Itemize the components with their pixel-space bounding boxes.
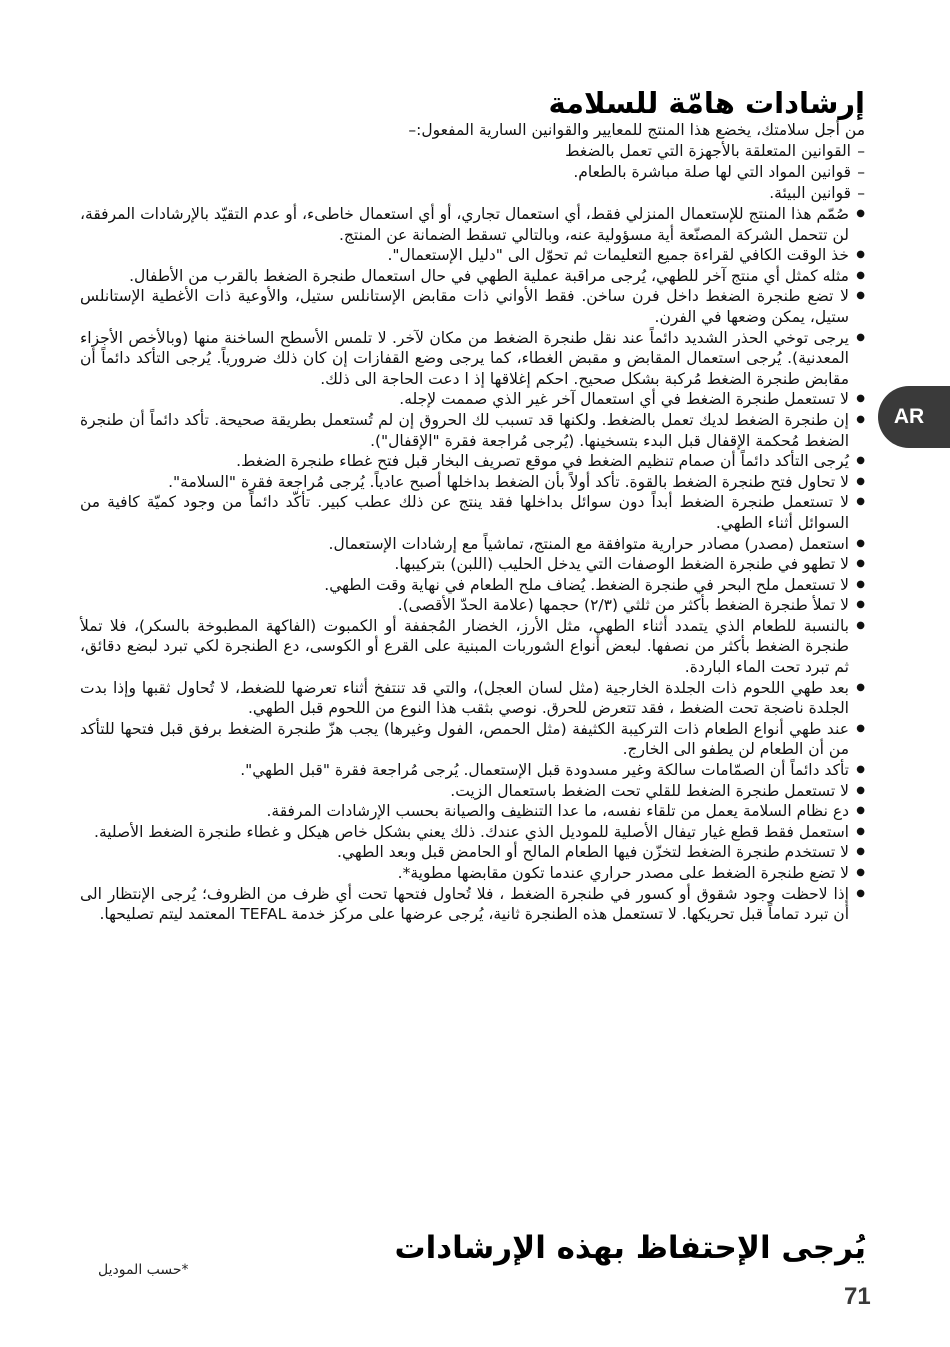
list-item: ● إذا لاحظت وجود شقوق أو كسور في طنجرة الضغط ، فلا تُحاول فتحها تحت أي ظرف من الظروف؛ يُرجى الإنتظار الى أن تبرد تماماً قبل تحريكها. لا تستعمل هذه الطنجرة ثانية، يُرجى عرضها على مركز خدمة TEFAL المعتمد ليتم تصليحها. xyxy=(80,884,849,925)
list-item: ● لا تطهو في طنجرة الضغط الوصفات التي يدخل الحليب (اللبن) بتركيبها. xyxy=(80,554,849,575)
list-item: ● لا تستعمل طنجرة الضغط أبداً دون سوائل بداخلها فقد ينتج عن ذلك عطب كبير. تأكّد دائماً من وجود كميّة كافية من السوائل أثناء الطهي. xyxy=(80,492,849,533)
list-item: ● استعمل فقط قطع غيار تيفال الأصلية للموديل الذي عندك. ذلك يعني بشكل خاص هيكل و غطاء طنجرة الضغط الأصلية. xyxy=(80,822,849,843)
list-item: ● تأكد دائماً أن الصمّامات سالكة وغير مسدودة قبل الإستعمال. يُرجى مُراجعة فقرة "قبل الطهي". xyxy=(80,760,849,781)
list-item: ● عند طهي أنواع الطعام ذات التركيبة الكثيفة (مثل الحمص، الفول وغيرها) يجب هزّ طنجرة الضغط برفق قبل فتحها للتأكد من أن الطعام لن يطفو الى الخارج. xyxy=(80,719,849,760)
list-item: ● لا تملأ طنجرة الضغط بأكثر من ثلثي (٢/٣) حجمها (علامة الحدّ الأقصى). xyxy=(80,595,849,616)
intro-text: من أجل سلامتك، يخضع هذا المنتج للمعايير والقوانين السارية المفعول:– xyxy=(408,121,865,139)
list-item: ● استعمل (مصدر) مصادر حرارية متوافقة مع المنتج، تماشياً مع إرشادات الإستعمال. xyxy=(80,534,849,555)
list-item: ● خذ الوقت الكافي لقراءة جميع التعليمات ثم تحوّل الى "دليل الإستعمال". xyxy=(80,245,849,266)
list-item: ● لا تحاول فتح طنجرة الضغط بالقوة. تأكد أولاً بأن الضغط بداخلها أصبح عادياً. يُرجى مُراجعة فقرة "السلامة". xyxy=(80,472,849,493)
list-item: ● لا تضع طنجرة الضغط داخل فرن ساخن. فقط الأواني ذات مقابض الإستانلس ستيل، والأوعية ذات الأغطية الإستانلس ستيل، يمكن وضعها في الفرن. xyxy=(80,286,849,327)
list-item: ● لا تستعمل ملح البحر في طنجرة الضغط. يُضاف ملح الطعام في نهاية وقت الطهي. xyxy=(80,575,849,596)
list-item: ● لا تضع طنجرة الضغط على مصدر حراري عندما تكون مقابضها مطوية*. xyxy=(80,863,849,884)
list-item: ● يرجى توخي الحذر الشديد دائماً عند نقل طنجرة الضغط من مكان لآخر. لا تلمس الأسطح الساخنة منها (وبالأخص الأجزاء المعدنية). يُرجى استعمال المقابض و مقبض الغطاء، كما يرجى وضع القفازات إن كان ذلك ضرورياً. يُرجى التأكد دائماً أن مقابض طنجرة الضغط مُركبة بشكل صحيح. احكم إغلاقها إذ ا دعت الحاجة الى ذلك. xyxy=(80,328,849,390)
list-item: ● إن طنجرة الضغط لديك تعمل بالضغط. ولكنها قد تسبب لك الحروق إن لم تُستعمل بطريقة صحيحة. تأكد دائماً أن طنجرة الضغط مُحكمة الإقفال قبل البدء بتسخينها. (يُرجى مُراجعة فقرة "الإقفال"). xyxy=(80,410,849,451)
list-item: ● مثله كمثل أي منتج آخر للطهي، يُرجى مراقبة عملية الطهي في حال استعمال طنجرة الضغط بالقرب من الأطفال. xyxy=(80,266,849,287)
list-item: ● دع نظام السلامة يعمل من تلقاء نفسه، ما عدا التنظيف والصيانة بحسب الإرشادات المرفقة. xyxy=(80,801,849,822)
list-item: – قوانين البيئة. xyxy=(80,183,851,204)
page-number: 71 xyxy=(844,1283,871,1310)
page-title: إرشادات هامّة للسلامة xyxy=(548,86,865,120)
safety-section xyxy=(80,86,865,925)
list-item: ● لا تستعمل طنجرة الضغط في أي استعمال آخر غير الذي صممت لإجله. xyxy=(80,389,849,410)
list-item: – قوانين المواد التي لها صلة مباشرة بالطعام. xyxy=(80,162,851,183)
list-item: ● لا تستعمل طنجرة الضغط للقلي تحت الضغط باستعمال الزيت. xyxy=(80,781,849,802)
language-tab xyxy=(878,386,950,448)
list-item: ● بالنسبة للطعام الذي يتمدد أثناء الطهي، مثل الأرز، الخضار المُجففة أو الكمبوت (الفاكهة المطبوخة بالسكر)، فلا تملأ طنجرة الضغط بأكثر من نصفها. لبعض أنواع الشوربات المبنية على القرع أو الكوسى، دع الطنجرة لكي تبرد لبضع دقائق، ثم تبرد تحت الماء الباردة. xyxy=(80,616,849,678)
language-tab-label: AR xyxy=(893,405,925,428)
list-item: ● بعد طهي اللحوم ذات الجلدة الخارجية (مثل لسان العجل)، والتي قد تنتفخ أثناء تعرضها للضغط، لا تُحاول ثقبها وإذا بدت الجلدة ناضجة تحت الضغط ، فقد تتعرض للحرق. نوصي بثقب هذا النوع من اللحوم قبل الطهي. xyxy=(80,678,849,719)
laws-list xyxy=(80,141,865,204)
list-item: – القوانين المتعلقة بالأجهزة التي تعمل بالضغط xyxy=(80,141,851,162)
list-item: ● يُرجى التأكد دائماً أن صمام تنظيم الضغط في موقع تصريف البخار قبل فتح غطاء طنجرة الضغط. xyxy=(80,451,849,472)
safety-instructions-list xyxy=(80,204,865,925)
footnote: *حسب الموديل xyxy=(98,1262,189,1278)
list-item: ● صُمّم هذا المنتج للإستعمال المنزلي فقط، أي استعمال تجاري، أو أي استعمال خاطىء، أو عدم التقيّد بالإرشادات المرفقة، لن تتحمل الشركة المصنّعة أية مسؤولية عنه، وبالتالي تسقط الضمانة عن المنتج. xyxy=(80,204,849,245)
list-item: ● لا تستخدم طنجرة الضغط لتخزّن فيها الطعام المالح أو الحامض قبل وبعد الطهي. xyxy=(80,842,849,863)
keep-instructions-heading: يُرجى الإحتفاظ بهذه الإرشادات xyxy=(394,1230,866,1266)
